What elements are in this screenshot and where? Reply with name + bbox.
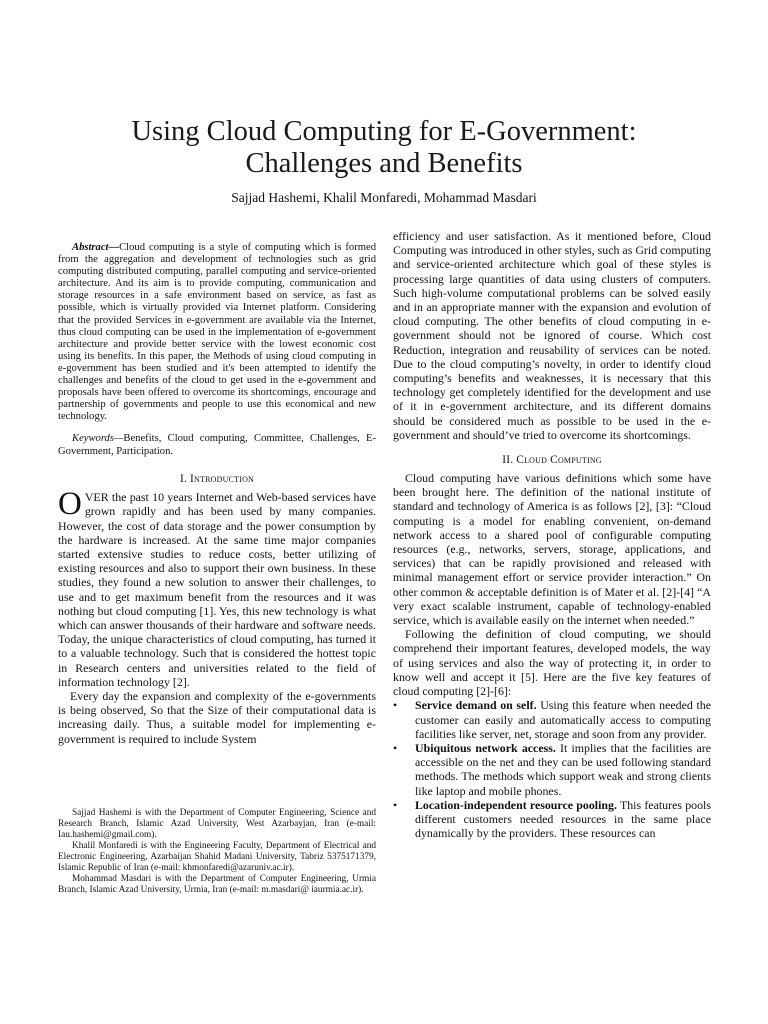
left-column — [58, 228, 376, 746]
keywords-text: Benefits, Cloud computing, Committee, Challenges, E-Government, Participation. — [58, 433, 376, 457]
bullet-icon: • — [393, 797, 398, 812]
keywords — [58, 433, 376, 458]
section-heading-introduction: I. Introduction — [179, 473, 255, 486]
footnote-1: Sajjad Hashemi is with the Department of Computer Engineering, Science and Research Branch, Islamic Azad University, West Azarbayjan, Iran (e-mail: Iau.hashemi@gmail.com). — [58, 808, 376, 840]
abstract-text: Cloud computing is a style of computing which is formed from the aggregation and development of technologies such as grid computing distributed computing, parallel computing and service-oriented architecture. And its aim is to provide computing, communication and storage resources in a safe environment based on service, as fast as possible, which is virtually provided via Internet platform. Considering that the provided Services in e-government are available via the Internet, thus cloud computing can be used in the implementation of e-government architecture and provide better service with the lowest economic cost using its benefits. In this paper, the Methods of using cloud computing in e-government has been studied and it's been attempted to identify the challenges and benefits of the cloud to get used in the e-government and proposals have been offered to overcome its shortcomings, encourage and partnership of governments and people to use this economical and new technology. — [58, 242, 376, 423]
author-footnotes — [58, 808, 376, 896]
intro-paragraph-2: Every day the expansion and complexity of the e-governments is being observed, So that the Size of their computational data is increasing daily. Thus, a suitable model for implementing e-government is required to include System — [58, 689, 376, 746]
bullet-icon: • — [393, 740, 398, 755]
title-line-2: Challenges and Benefits — [245, 148, 523, 179]
abstract — [58, 242, 376, 423]
bullet-icon: • — [393, 698, 398, 713]
feature-text: It implies that the facilities are accessible on the net and they can be used following standard methods. The methods which support weak and strong clients like laptop and mobile phones. — [415, 740, 712, 798]
right-column — [393, 229, 711, 840]
intro-continued-paragraph: efficiency and user satisfaction. As it mentioned before, Cloud Computing was introduced in other styles, such as Grid computing and service-oriented architecture which goal of these styles is processing large quantities of data using clusters of computers. Such high-volume computational problems can be solved easily and in an appropriate manner with the expansion and evolution of cloud computing. The other benefits of cloud computing in e-government should not be ignored of course. Which cost Reduction, integration and reusability of services can be noted. Due to the cloud computing’s novelty, in order to identify cloud computing’s benefits and weaknesses, it is necessary that this technology get completely identified for the development and use of it in e-government architecture, and its different domains should be considered much as possible to be used in the e-government and should’ve tried to overcome its shortcomings. — [393, 229, 711, 442]
feature-title: Ubiquitous network access. — [415, 740, 556, 755]
intro-paragraph-1: OVER the past 10 years Internet and Web-based services have grown rapidly and has been used by many companies. However, the cost of data storage and the power consumption by the hardware is increased. At the same time major companies started extensive studies to reduce costs, better utilizing of existing resources and also to support their own business. In these studies, they found a new solution to answer their challenges, to use and to get maximum benefit from the resources and it was nothing but cloud computing [1]. Yes, this new technology is what which can answer thousands of their hardware and software needs. Today, the unique characteristics of cloud computing, has turned it to a valuable technology. Such that is considered the hottest topic in Research centers and universities related to the field of information technology [2]. — [58, 486, 376, 689]
drop-cap: O — [58, 486, 82, 523]
list-item — [393, 798, 711, 841]
feature-title: Service demand on self. — [415, 698, 537, 713]
feature-text: Using this feature when needed the customer can easily and automatically access to computing facilities like server, net, storage and soon from any provider. — [415, 698, 711, 741]
definition-paragraph-2: Following the definition of cloud computing, we should comprehend their important features, developed models, the way of using services and also the way of protecting it, in order to know well and accept it [5]. Here are the five key features of cloud computing [2]-[6]: — [393, 627, 711, 699]
features-list — [393, 698, 711, 840]
paper-title — [40, 116, 728, 180]
list-item — [393, 698, 711, 741]
feature-text: This features pools different customers needed resources in the same place dynamically by the providers. These resources can — [415, 797, 711, 841]
definition-paragraph-1: Cloud computing have various definitions which some have been brought here. The definition of the national institute of standard and technology of America is as follows [2], [3]: “Cloud computing is a model for enabling convenient, on-demand network access to a shared pool of configurable computing resources (e.g., networks, servers, storage, applications, and services) that can be rapidly provisioned and released with minimal management effort or service provider interaction.” On other common & acceptable definition is of Mater et al. [2]-[4] “A very exact scalable instrument, capable of technology-enabled service, which is available easily on the internet when needed.” — [393, 471, 711, 628]
footnote-2: Khalil Monfaredi is with the Engineering Faculty, Department of Electrical and Electronic Engineering, Azarbaijan Shahid Madani University, Tabriz 5375171379, Islamic Republic of Iran (e-mail: khmonfaredi@azaruniv.ac.ir). — [58, 841, 376, 873]
title-line-1: Using Cloud Computing for E-Government: — [131, 116, 637, 147]
footnote-3: Mohammad Masdari is with the Department of Computer Engineering, Urmia Branch, Islamic Azad University, Urmia, Iran (e-mail: m.masdari@ iaurmia.ac.ir). — [58, 874, 376, 895]
keywords-label: Keywords— — [72, 433, 124, 445]
abstract-label: Abstract— — [72, 242, 120, 253]
list-item — [393, 741, 711, 798]
author-list: Sajjad Hashemi, Khalil Monfaredi, Mohammad Masdari — [231, 190, 537, 205]
feature-title: Location-independent resource pooling. — [415, 797, 617, 812]
section-heading-cloud-computing: II. Cloud Computing — [502, 454, 602, 467]
